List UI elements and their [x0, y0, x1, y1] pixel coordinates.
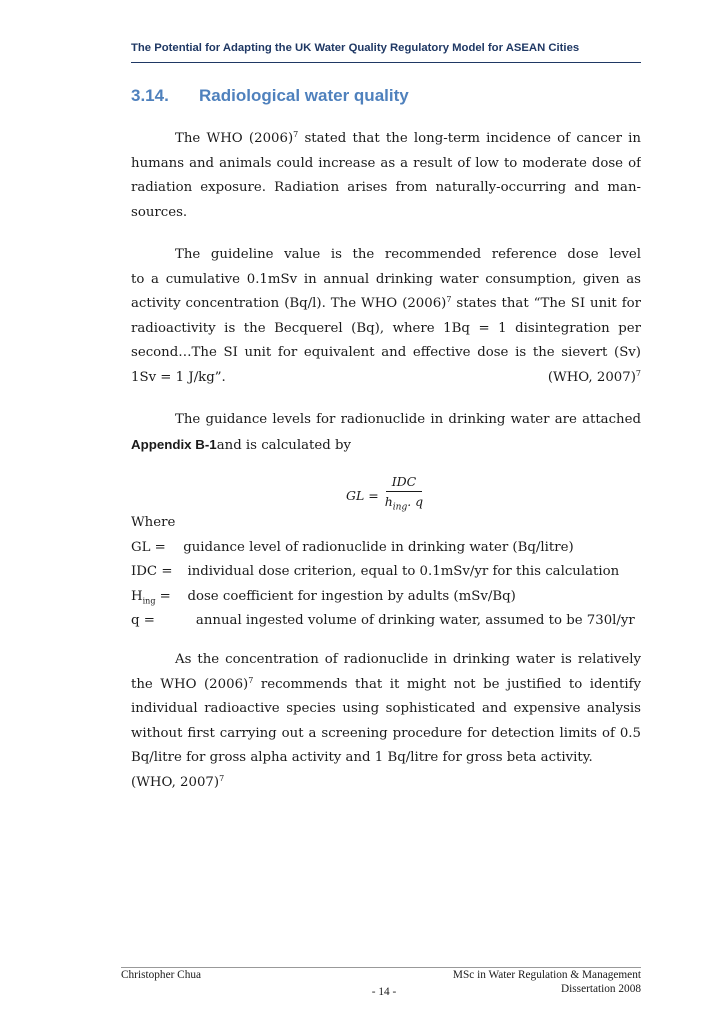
paragraph-screening — [131, 648, 641, 796]
paragraph-line: The WHO (2006)$^7$ stated that the long-term incidence of cancer in — [175, 130, 641, 146]
paragraph-line: The guidance levels for radionuclide in drinking water are attached — [175, 412, 641, 427]
paragraph-line: Bq/litre for gross alpha activity and 1 Bq/litre for gross beta activity. — [131, 750, 593, 766]
section-heading — [131, 86, 409, 106]
paragraph-line: without first carrying out a screening procedure for detection limits of 0.5 — [131, 725, 641, 741]
page-number: - 14 - — [371, 986, 397, 998]
footnote-ref: 7 — [248, 675, 254, 685]
paragraph-line: The guideline value is the recommended reference dose level — [175, 247, 641, 262]
appendix-reference: Appendix B-1 — [131, 436, 217, 452]
running-header: The Potential for Adapting the UK Water Quality Regulatory Model for ASEAN Cities — [131, 42, 580, 54]
definition-intro: Where — [131, 515, 176, 530]
citation: (WHO, 2007)$^7$ — [131, 773, 225, 790]
definition-term: q = — [131, 613, 155, 629]
definition-row — [131, 585, 651, 610]
paragraph-line: radiation exposure. Radiation arises from naturally-occurring and man- — [131, 180, 641, 196]
definition-row — [131, 609, 651, 634]
definition-text: guidance level of radionuclide in drinking water (Bq/litre) — [179, 539, 574, 555]
formula-lhs: GL = — [346, 487, 379, 503]
definition-list — [131, 511, 651, 634]
section-number: 3.14. — [131, 86, 169, 105]
footer-author: Christopher Chua — [121, 969, 202, 981]
definition-term: IDC = — [131, 564, 173, 580]
definition-text: dose coefficient for ingestion by adults (mSv/Bq) — [179, 588, 516, 604]
paragraph-line: second…The SI unit for equivalent and effective dose is the sievert (Sv) — [131, 345, 641, 361]
definition-term: GL = — [131, 539, 166, 555]
paragraph-line: As the concentration of radionuclide in drinking water is relatively — [175, 652, 641, 667]
paragraph-line: 1Sv = 1 J/kg”. (WHO, 2007)$^7$ — [131, 366, 641, 391]
paragraph-line: to a cumulative 0.1mSv in annual drinking water consumption, given as — [131, 271, 641, 287]
definition-text: annual ingested volume of drinking water, assumed to be 730l/yr — [179, 613, 635, 629]
paragraph-line: radioactivity is the Becquerel (Bq), where 1Bq = 1 disintegration per — [131, 320, 641, 336]
paragraph-radiation-risk — [131, 127, 641, 225]
paragraph-line: humans and animals could increase as a result of low to moderate dose of — [131, 155, 641, 171]
paragraph-guidance-levels — [131, 408, 641, 458]
paragraph-line: Appendix B-1and is calculated by — [131, 436, 352, 453]
header-rule — [131, 62, 641, 63]
paragraph-line: individual radioactive species using sophisticated and expensive analysis — [131, 701, 641, 717]
footer-rule — [121, 967, 641, 968]
paragraph-guideline-value — [131, 243, 641, 391]
definition-row — [131, 536, 651, 561]
formula-numerator: IDC — [386, 474, 423, 492]
paragraph-line: sources. — [131, 204, 188, 220]
footnote-ref: 7 — [293, 130, 299, 139]
definition-term: $H_{ing}$ = — [131, 588, 171, 606]
formula-denominator: $h_{ing}$. q — [384, 494, 424, 513]
definition-row — [131, 560, 651, 585]
paragraph-line: the WHO (2006)$^7$ recommends that it might not be justified to identify — [131, 675, 641, 692]
definition-text: individual dose criterion, equal to 0.1mSv/yr for this calculation — [179, 564, 620, 580]
citation: (WHO, 2007)$^7$ — [547, 368, 641, 385]
footnote-ref: 7 — [446, 295, 452, 305]
footer-programme: MSc in Water Regulation & Management Dissertation 2008 — [452, 969, 641, 995]
paragraph-line: activity concentration (Bq/l). The WHO (2006)$^7$ states that “The SI unit for — [131, 295, 641, 312]
section-title: Radiological water quality — [199, 86, 409, 105]
